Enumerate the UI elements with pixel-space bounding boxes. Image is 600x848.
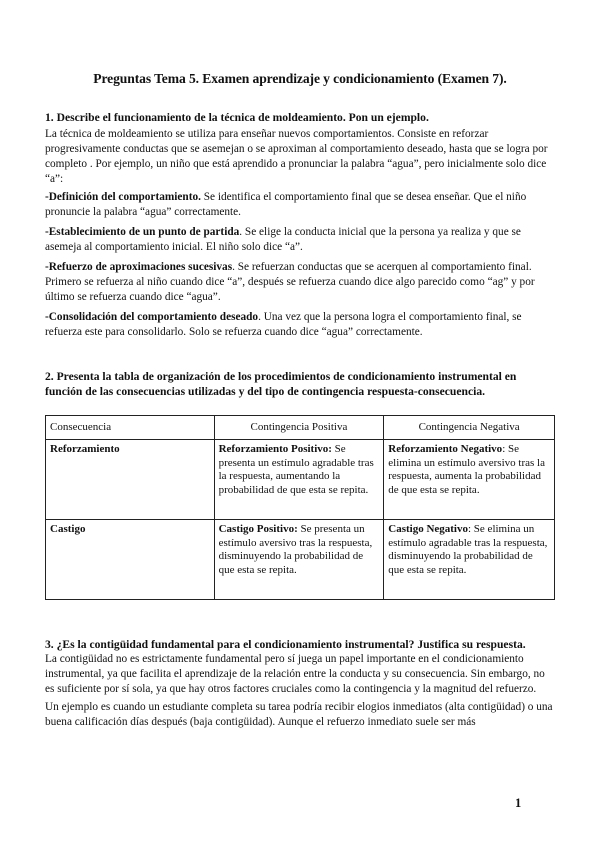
table-cell-negative <box>384 520 555 600</box>
step-text: . Se refuerzan conductas que se acerquen al comportamiento final. Primero se refuerza al niño cuando dice “a”, después se refuerza cuando dice algo parecido como “ag” y por último se refuerza cuando dice “agua”. <box>45 261 535 303</box>
step-consolidation <box>45 310 555 340</box>
step-definition <box>45 190 555 220</box>
question-1-section <box>45 110 555 340</box>
question-2-section <box>45 369 555 399</box>
table-row-label: Castigo <box>46 520 215 600</box>
cell-term: Reforzamiento Negativo <box>388 443 503 455</box>
step-text: . Se elige la conducta inicial que la persona ya realiza y que se asemeja al comportamiento inicial. El niño solo dice “a”. <box>45 226 521 253</box>
step-text: Se identifica el comportamiento final que se desea enseñar. Que el niño pronuncie la palabra “agua” correctamente. <box>45 191 527 218</box>
cell-text: Se presenta un estímulo aversivo tras la respuesta, disminuyendo la probabilidad de que esta se repita. <box>218 523 373 576</box>
table-row-label: Reforzamiento <box>46 440 215 520</box>
page-title: Preguntas Tema 5. Examen aprendizaje y condicionamiento (Examen 7). <box>93 71 507 86</box>
question-1-intro: La técnica de moldeamiento se utiliza para enseñar nuevos comportamientos. Consiste en reforzar progresivamente conductas que se asemejan o se aproximan al comportamiento deseado, hasta que se logra por completo . Por ejemplo, un niño que está aprendido a pronunciar la palabra “agua”, pero inicialmente solo dice “a”: <box>45 128 548 185</box>
step-text: . Una vez que la persona logra el comportamiento final, se refuerza este para consolidarlo. Solo se refuerza cuando dice “agua” correctamente. <box>45 311 522 338</box>
table-header-cell: Consecuencia <box>46 416 215 440</box>
step-term: -Establecimiento de un punto de partida <box>45 226 240 238</box>
table-header-row <box>46 416 555 440</box>
question-3-paragraph: La contigüidad no es estrictamente fundamental pero sí juega un papel importante en el condicionamiento instrumental, ya que facilita el aprendizaje de la relación entre la conducta y su consecuencia. Sin embargo, no es suficiente por sí sola, ya que hay otros factores cruciales como la contingencia y la magnitud del refuerzo. <box>45 653 545 695</box>
question-3-paragraph: Un ejemplo es cuando un estudiante completa su tarea podría recibir elogios inmediatos (alta contigüidad) o una buena calificación días después (baja contigüidad). Aunque el refuerzo inmediato suele ser más <box>45 701 553 728</box>
step-starting-point <box>45 225 555 255</box>
table-row <box>46 440 555 520</box>
question-1-heading: 1. Describe el funcionamiento de la técnica de moldeamiento. Pon un ejemplo. <box>45 111 429 124</box>
table-cell-negative <box>384 440 555 520</box>
cell-term: Reforzamiento Positivo: <box>218 443 332 455</box>
cell-term: Castigo Positivo: <box>218 523 298 535</box>
cell-text: : Se elimina un estímulo agradable tras la respuesta, disminuyendo la probabilidad de que esta se repita. <box>388 523 548 576</box>
page-number: 1 <box>515 796 522 810</box>
table-cell-positive <box>214 440 384 520</box>
step-term: -Refuerzo de aproximaciones sucesivas <box>45 261 233 273</box>
table-header-cell: Contingencia Negativa <box>384 416 555 440</box>
cell-term: Castigo Negativo <box>388 523 468 535</box>
table-header-cell: Contingencia Positiva <box>214 416 384 440</box>
step-successive-approximations <box>45 260 555 305</box>
table-row <box>46 520 555 600</box>
table-cell-positive <box>214 520 384 600</box>
question-2-heading: 2. Presenta la tabla de organización de los procedimientos de condicionamiento instrumental en función de las consecuencias utilizadas y del tipo de contingencia respuesta-consecuencia. <box>45 370 517 398</box>
step-term: -Consolidación del comportamiento deseado <box>45 311 259 323</box>
question-3-heading: 3. ¿Es la contigüidad fundamental para el condicionamiento instrumental? Justifica su respuesta. <box>45 638 526 651</box>
cell-text: : Se elimina un estímulo aversivo tras la respuesta, aumenta la probabilidad de que esta se repita. <box>388 443 545 496</box>
cell-text: Se presenta un estímulo agradable tras la respuesta, aumentando la probabilidad de que esta se repita. <box>218 443 374 496</box>
conditioning-procedures-table <box>45 415 555 600</box>
question-3-section <box>45 637 555 730</box>
step-term: -Definición del comportamiento. <box>45 191 201 203</box>
